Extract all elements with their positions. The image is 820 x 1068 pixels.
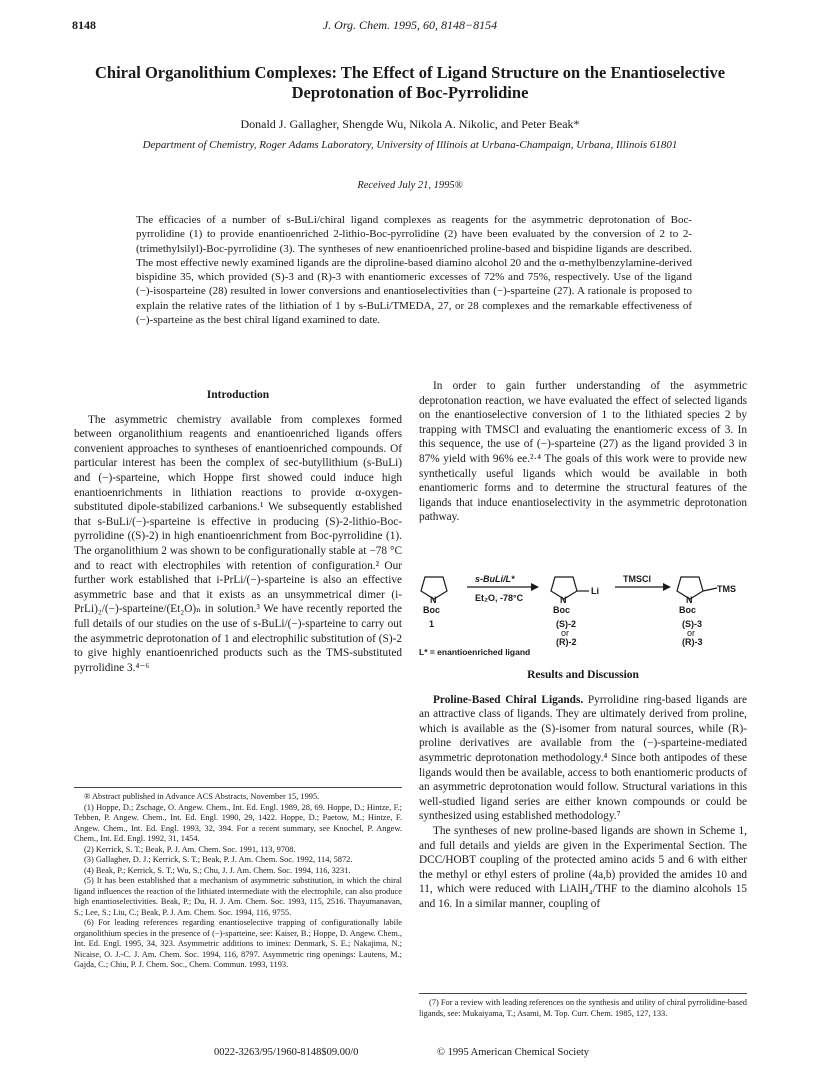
footnote-4: (4) Beak, P.; Kerrick, S. T.; Wu, S.; Chu, J. J. Am. Chem. Soc. 1994, 116, 3231. — [84, 865, 351, 875]
footnote-abstract: ® Abstract published in Advance ACS Abstracts, November 15, 1995. — [84, 792, 320, 801]
compound-3-or: or — [687, 628, 696, 638]
li-label: Li — [591, 586, 599, 596]
footnotes-left — [74, 787, 402, 971]
n-label-1: N — [430, 595, 437, 605]
reaction-scheme — [419, 565, 747, 657]
right-column-intro — [419, 379, 747, 525]
compound-1-label: 1 — [429, 619, 435, 629]
results-paragraph-2: The syntheses of new proline-based ligands are shown in Scheme 1, and full details and yields are given in the Experimental Section. The DCC/HOBT coupling of the protected amino acids 5 and 6 with either the methyl or ethyl esters of proline (4a,b) provided the amides 10 and 11, which were reduced with LiAlH₄/THF to the diamino alcohols 15 and 16. In a similar manner, coupling of — [419, 824, 747, 910]
results-heading: Results and Discussion — [527, 669, 639, 681]
boc-label-3: Boc — [679, 605, 697, 615]
footnote-3: (3) Gallagher, D. J.; Kerrick, S. T.; Beak, P. J. Am. Chem. Soc. 1992, 114, 5872. — [84, 855, 353, 864]
boc-label-2: Boc — [553, 605, 571, 615]
compound-3s-label: (S)-3 — [682, 619, 702, 629]
results-paragraph-1 — [419, 693, 747, 824]
authors: Donald J. Gallagher, Shengde Wu, Nikola A. Nikolic, and Peter Beak* — [240, 117, 580, 131]
proline-subheading: Proline-Based Chiral Ligands. — [433, 693, 584, 706]
abstract: The efficacies of a number of s-BuLi/chiral ligand complexes as reagents for the asymmetric deprotonation of Boc-pyrrolidine (1) to provide enantioenriched 2-lithio-Boc-pyrrolidine (2) have been evaluated by the conversion of 2 to 2-(trimethylsilyl)-Boc-pyrrolidine (3). The syntheses of new enantioenriched proline-based and bispidine ligands are described. The most effective newly examined ligands are the diproline-based diamino alcohol 20 and the α-methylbenzylamine-derived bispidine 35, which provided (S)-3 and (R)-3 with enantiomeric excesses of 72% and 75%, respectively. Use of the ligand (−)-isosparteine (28) resulted in lower conversions and enantioselectivities than (−)-sparteine (27). A rationale is proposed to explain the relative rates of the lithiation of 1 by s-BuLi/TMEDA, 27, or 28 complexes and the remarkable effectiveness of (−)-sparteine as the best chiral ligand examined to date. — [136, 214, 692, 327]
article-title: Chiral Organolithium Complexes: The Effect of Ligand Structure on the Enantioselective Deprotonation of Boc-Pyrrolidine — [94, 63, 726, 102]
tmscl-label: TMSCl — [623, 574, 651, 584]
arrow-1-head — [531, 583, 539, 591]
page-number: 8148 — [72, 18, 96, 32]
tms-label: TMS — [717, 584, 736, 594]
introduction-heading: Introduction — [206, 389, 270, 401]
footnote-2: (2) Kerrick, S. T.; Beak, P. J. Am. Chem. Soc. 1991, 113, 9708. — [84, 844, 296, 854]
footer-copyright: © 1995 American Chemical Society — [437, 1047, 590, 1058]
footnote-7: (7) For a review with leading references on the synthesis and utility of chiral pyrrolidine-based ligands, see: Mukaiyama, T.; Asami, M. Top. Curr. Chem. 1985, 127, 133. — [419, 993, 747, 1019]
boc-label-1: Boc — [423, 605, 441, 615]
n-label-3: N — [686, 595, 693, 605]
compound-2r-label: (R)-2 — [556, 637, 577, 647]
footer-code: 0022-3263/95/1960-8148$09.00/0 — [214, 1047, 359, 1058]
footnote-6: (6) For leading references regarding enantioselective trapping of configurationally labile organolithium species in the presence of (−)-sparteine, see: Kaiser, B.; Hoppe, D. Angew. Chem., Int. Ed. Engl. 1995, 34, 323. Asymmetric additions to imines: Denmark, S. E.; Nakajima, N.; Nicaise, O. J.-C. J. Am. Chem. Soc. 1994, 116, 8797. Asymmetric ring openings: Lautens, M.; Gajda, C.; Chiu, P. J. Chem. Soc., Chem. Commun. 1993, 1193. — [74, 918, 402, 969]
reagent-bottom: Et₂O, -78°C — [475, 593, 524, 603]
results-paragraph-1-text: Pyrrolidine ring-based ligands are an attractive class of ligands. They are ultimately derived from proline, which is available as the (S)-isomer from natural sources, while (R)-proline derivatives are available from the (−)-sparteine-mediated asymmetric deprotonation methodology.⁴ Since both antipodes of these ligands would then be available, access to both enantiomeric products of an asymmetric deprotonation would follow. Structural variations in this well-studied ligand series are either known compounds or could be synthesized using established methodology.⁷ — [419, 693, 748, 823]
footnote-5: (5) It has been established that a mechanism of asymmetric substitution, in which the chiral ligand influences the reaction of the lithiated intermediate with the electrophile, can also produce high enantioselectivities. Beak, P.; Du, H. J. Am. Chem. Soc. 1993, 115, 2516. Thayumanavan, S.; Lee, S.; Liu, C.; Beak, P. J. Am. Chem. Soc. 1994, 116, 9755. — [74, 876, 402, 917]
introduction-paragraph: The asymmetric chemistry available from complexes formed between organolithium reagents and enantioenriched ligands offers convenient approaches to syntheses of enantioenriched compounds. Of particular interest has been the complex of sec-butyllithium (s-BuLi) and (−)-sparteine, which Hoppe first showed could induce high enantioenrichments in lithiation reactions to provide α-oxygen-substituted dipole-stabilized carbanions.¹ We subsequently established that s-BuLi/(−)-sparteine is effective in producing (S)-2-lithio-Boc-pyrrolidine ((S)-2) in high enantioenrichment from Boc-pyrrolidine (1). The organolithium 2 was shown to be configurationally stable at −78 °C and to react with electrophiles with retention of configuration.² Our further work established that i-PrLi/(−)-sparteine is also an effective asymmetric base and that it exists as an unsymmetrical dimer (i-PrLi)₂/(−)-sparteine/(Et₂O)ₙ in solution.³ We have recently reported the full details of our studies on the use of s-BuLi/(−)-sparteine to carry out the asymmetric deprotonation of 1 and electrophilic substitution of (S)-2 to give highly enantioenriched products such as the TMS-substituted pyrrolidine 3.⁴⁻⁶ — [74, 413, 402, 674]
results-section — [419, 660, 747, 912]
ligand-legend: L* = enantioenriched ligand — [419, 647, 531, 657]
footnote-1: (1) Hoppe, D.; Zschage, O. Angew. Chem., Int. Ed. Engl. 1989, 28, 69. Hoppe, D.; Hintze, F.; Tebben, P. Angew. Chem., Int. Ed. Engl. 1990, 29, 1422. Hoppe, D.; Paetow, M.; Hintze, F. Angew. Chem., Int. Ed. Engl. 1993, 32, 394. For a recent summary, see Knochel, P. Angew. Chem., Int. Ed. Engl. 1992, 31, 1454. — [74, 802, 402, 843]
affiliation: Department of Chemistry, Roger Adams Laboratory, University of Illinois at Urbana-Champaign, Urbana, Illinois 61801 — [142, 139, 678, 151]
reagent-top: s-BuLi/L* — [475, 574, 515, 584]
right-intro-paragraph: In order to gain further understanding of the asymmetric deprotonation reaction, we have evaluated the effect of selected ligands on the enantioselective conversion of 1 to the lithiated species 2 by trapping with TMSCl and evaluating the enantiomeric excess of 3. In this sequence, the use of (−)-sparteine (27) as the ligand provided 3 in 87% yield with 96% ee.²·⁴ The goals of this work were to provide new synthetically useful ligands which would be available in both enantiomeric forms and to determine the structural features of the ligands that induce enantioselectivity in the asymmetric deprotonation pathway. — [419, 380, 747, 524]
journal-header: J. Org. Chem. 1995, 60, 8148−8154 — [322, 18, 498, 32]
received-date: Received July 21, 1995® — [357, 180, 463, 191]
left-column — [74, 388, 402, 675]
scheme-drawing — [419, 565, 747, 657]
n-label-2: N — [560, 595, 567, 605]
compound-2s-label: (S)-2 — [556, 619, 576, 629]
c-tms-bond — [703, 588, 717, 591]
arrow-2-head — [663, 583, 671, 591]
compound-3r-label: (R)-3 — [682, 637, 703, 647]
compound-2-or: or — [561, 628, 570, 638]
